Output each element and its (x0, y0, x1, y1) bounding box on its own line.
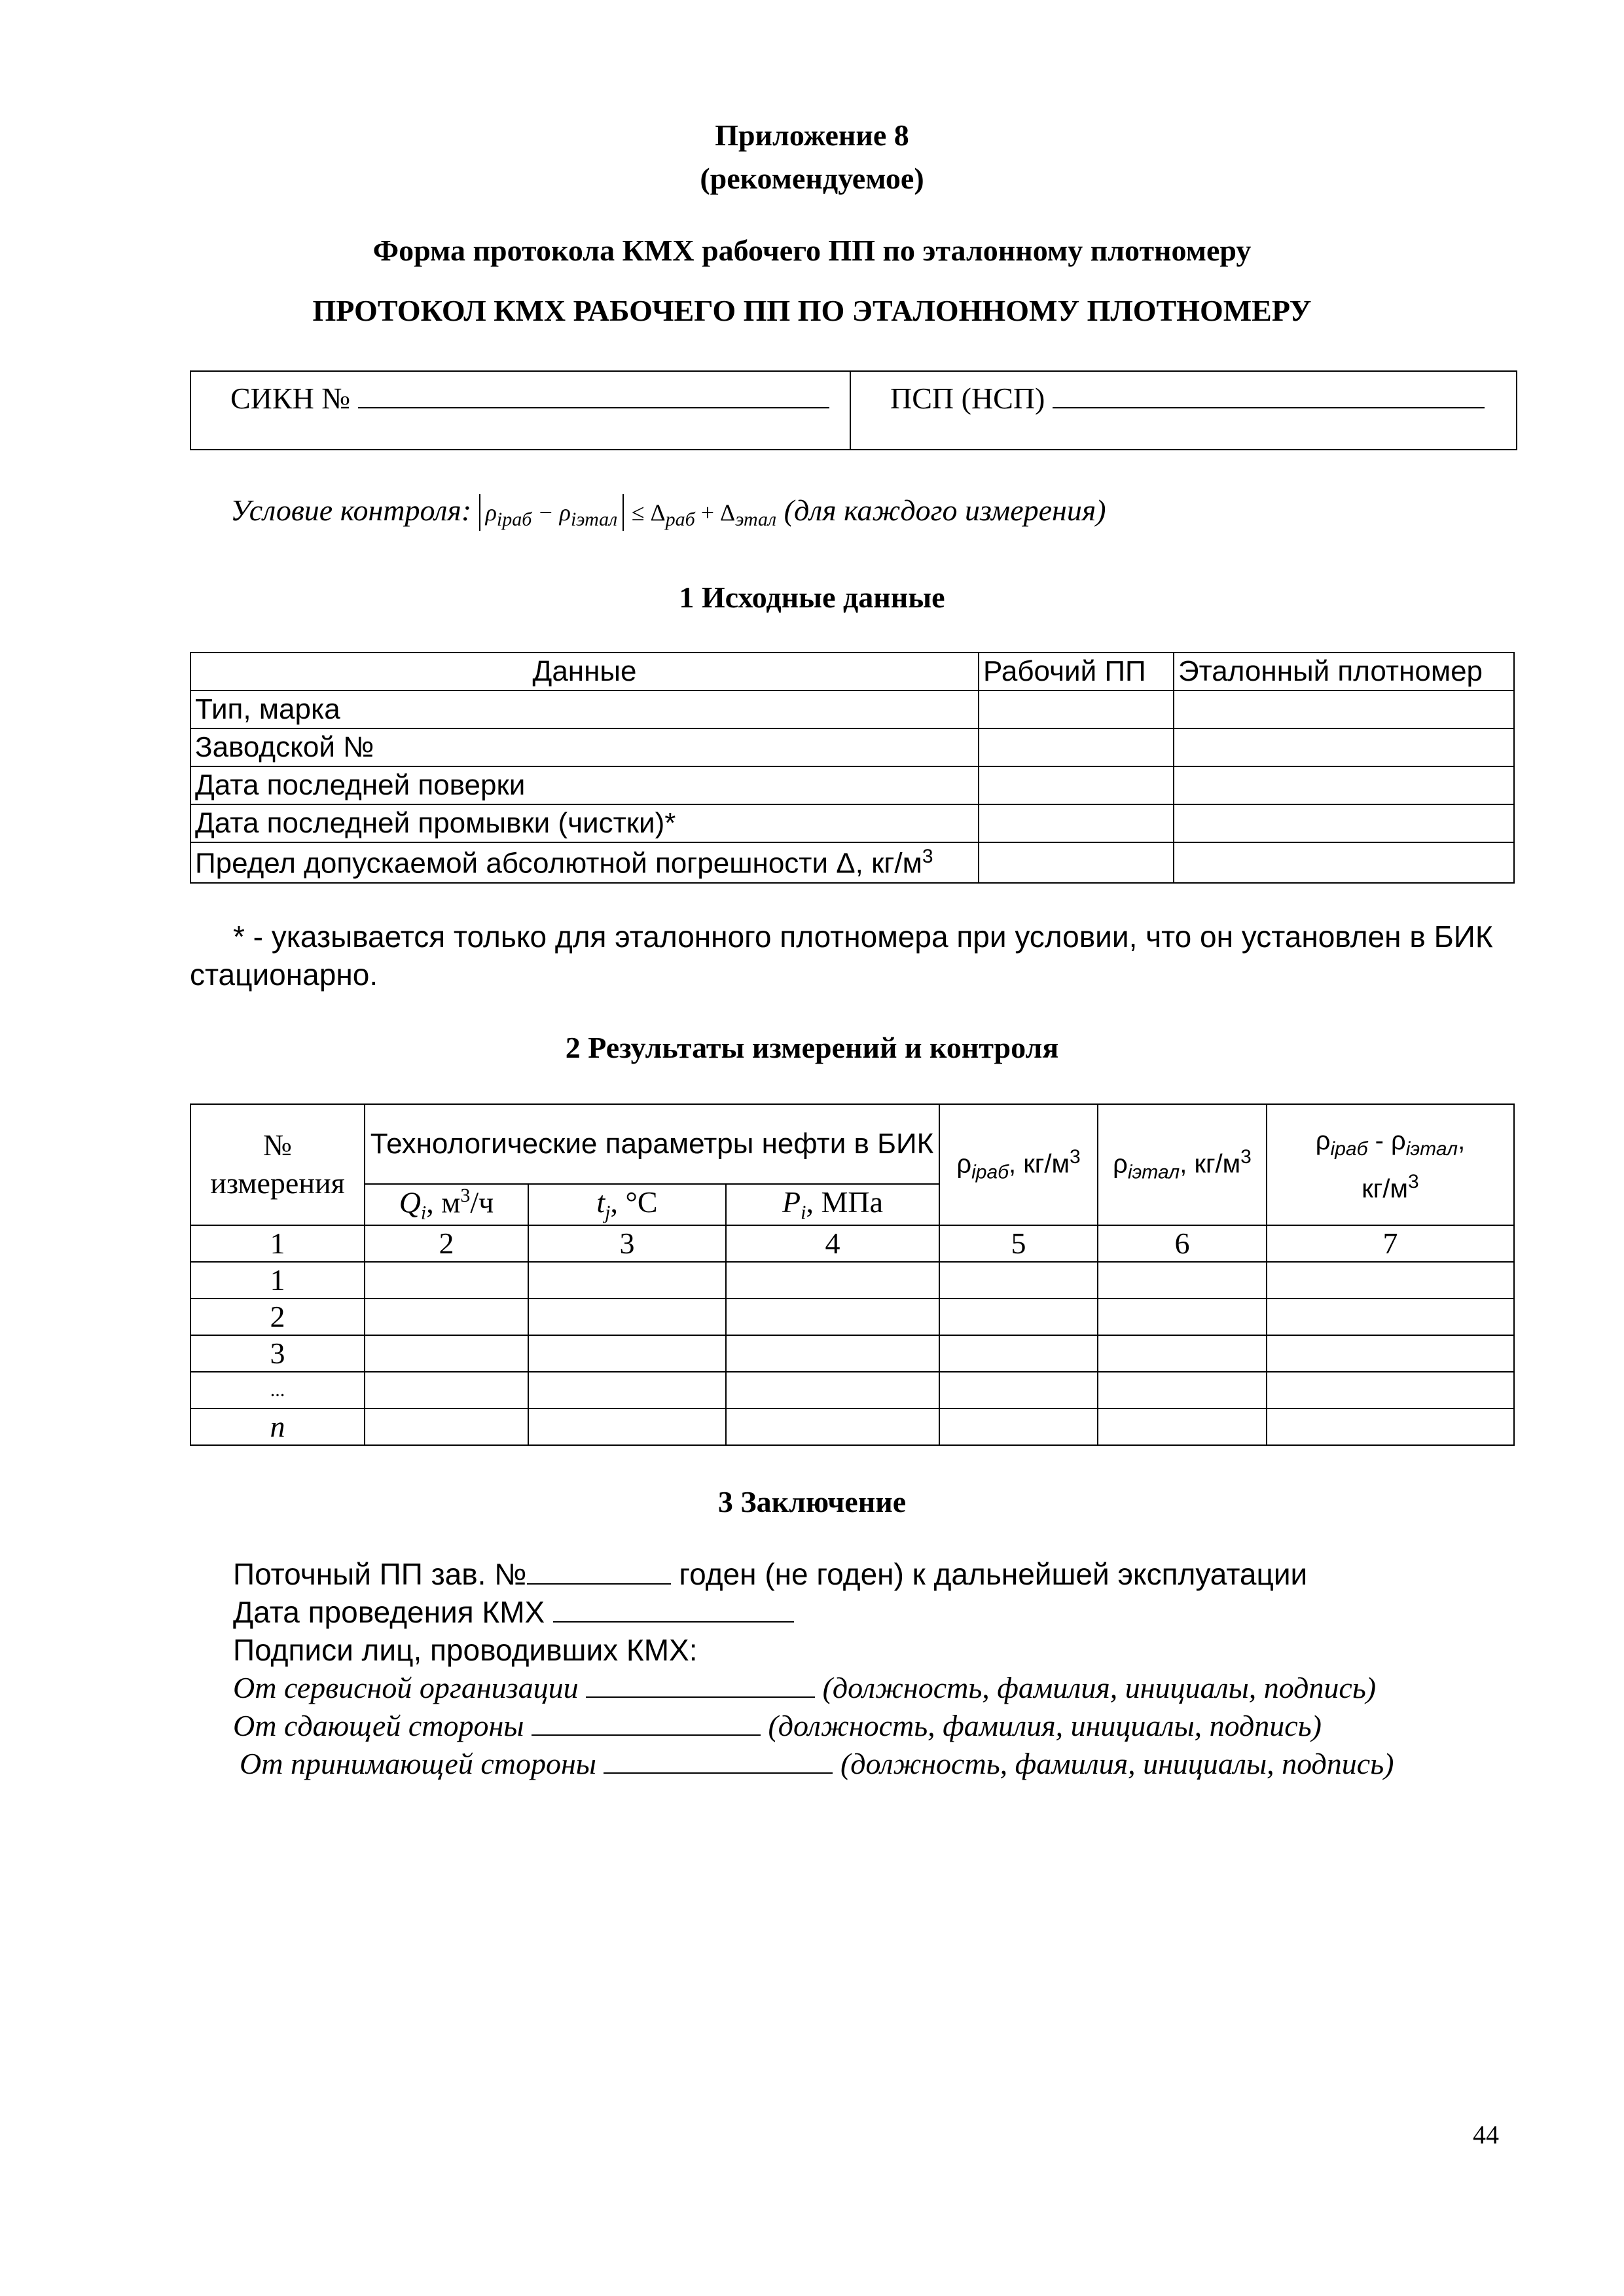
input-cell[interactable] (979, 691, 1174, 728)
col-header-rho-rab: $\rho_{iраб}$, $кг/м^3$ (939, 1104, 1098, 1225)
table-row: 1 (190, 1262, 1514, 1299)
input-cell[interactable] (528, 1372, 726, 1408)
input-cell[interactable] (1174, 691, 1514, 728)
table-row: Заводской № (190, 728, 1514, 766)
footnote-line1: * - указывается только для эталонного плотномера при условии, что он установлен в БИК (233, 920, 1493, 954)
signature-field[interactable] (604, 1746, 833, 1774)
section3-title: 3 Заключение (717, 1485, 907, 1518)
section1-title: 1 Исходные данные (679, 581, 945, 614)
col-header-p: $P_i$, МПа (726, 1184, 939, 1225)
table-row: Тип, марка (190, 691, 1514, 728)
serial-number-field[interactable] (527, 1557, 671, 1585)
col-header-rho-diff: $\rho_{iраб} - \rho_{iэтал}$, $кг/м^3$ (1267, 1104, 1514, 1225)
conclusion-line1: Поточный ПП зав. № годен (не годен) к дальнейшей эксплуатации (233, 1557, 1308, 1591)
input-cell[interactable] (1098, 1408, 1267, 1445)
conclusion-line2: Дата проведения КМХ (233, 1594, 794, 1630)
input-cell[interactable] (939, 1299, 1098, 1335)
table-row: n (190, 1408, 1514, 1445)
signature-field[interactable] (586, 1670, 815, 1698)
table-row: ... (190, 1372, 1514, 1408)
input-cell[interactable] (528, 1408, 726, 1445)
conclusion-line3: Подписи лиц, проводивших КМХ: (233, 1633, 698, 1667)
input-cell[interactable] (1267, 1335, 1514, 1372)
input-cell[interactable] (365, 1299, 528, 1335)
appendix-title: Приложение 8 (715, 118, 909, 152)
col-header-reference: Эталонный плотномер (1174, 653, 1514, 691)
input-cell[interactable] (1098, 1335, 1267, 1372)
input-cell[interactable] (365, 1335, 528, 1372)
control-condition: Условие контроля: $\rho_{iраб} - \rho_{iэтал} \le \Delta_{раб} + \Delta_{этал}$ (для каждого измерения) (230, 493, 1106, 531)
input-cell[interactable] (528, 1335, 726, 1372)
input-cell[interactable] (726, 1372, 939, 1408)
input-cell[interactable] (528, 1299, 726, 1335)
table-row: 3 (190, 1335, 1514, 1372)
table-row: Дата последней поверки (190, 766, 1514, 804)
form-title: Форма протокола КМХ рабочего ПП по эталонному плотномеру (372, 234, 1252, 267)
page-number: 44 (1473, 2120, 1499, 2149)
signature-handing-party: От сдающей стороны (должность, фамилия, инициалы, подпись) (233, 1709, 1322, 1742)
input-cell[interactable] (939, 1335, 1098, 1372)
input-cell[interactable] (726, 1408, 939, 1445)
input-cell[interactable] (1174, 728, 1514, 766)
col-header-working: Рабочий ПП (979, 653, 1174, 691)
table-row: 2 (190, 1299, 1514, 1335)
input-cell[interactable] (528, 1262, 726, 1299)
col-header-data: Данные (190, 653, 979, 691)
input-cell[interactable] (726, 1335, 939, 1372)
input-cell[interactable] (1174, 842, 1514, 883)
table-header-row (190, 653, 1514, 691)
table-header-row (190, 1104, 1514, 1184)
col-header-number: № измерения (190, 1104, 365, 1225)
col-header-t: $t_j$, °C (528, 1184, 726, 1225)
input-cell[interactable] (365, 1262, 528, 1299)
input-cell[interactable] (939, 1408, 1098, 1445)
input-cell[interactable] (979, 766, 1174, 804)
input-cell[interactable] (1098, 1262, 1267, 1299)
footnote-line2: стационарно. (190, 958, 378, 992)
input-cell[interactable] (979, 842, 1174, 883)
input-cell[interactable] (1174, 766, 1514, 804)
input-cell[interactable] (726, 1262, 939, 1299)
input-cell[interactable] (1267, 1408, 1514, 1445)
initial-data-table (190, 652, 1515, 884)
psp-label: ПСП (НСП) (890, 382, 1045, 415)
psp-field[interactable] (1053, 381, 1485, 408)
section2-title: 2 Результаты измерений и контроля (565, 1031, 1059, 1064)
input-cell[interactable] (1267, 1299, 1514, 1335)
col-header-rho-etal: $\rho_{iэтал}$, $кг/м^3$ (1098, 1104, 1267, 1225)
input-cell[interactable] (1098, 1372, 1267, 1408)
input-cell[interactable] (1267, 1372, 1514, 1408)
input-cell[interactable] (1267, 1262, 1514, 1299)
column-number-row: 1 2 3 4 5 6 7 (190, 1225, 1514, 1262)
sikn-field[interactable] (358, 381, 829, 408)
appendix-subtitle: (рекомендуемое) (700, 162, 924, 195)
input-cell[interactable] (365, 1372, 528, 1408)
signature-receiving-party: От принимающей стороны (должность, фамилия, инициалы, подпись) (240, 1747, 1394, 1780)
input-cell[interactable] (1098, 1299, 1267, 1335)
table-row: Предел допускаемой абсолютной погрешности Δ, $кг/м^3$ (190, 842, 1514, 883)
col-header-tech-params: Технологические параметры нефти в БИК (365, 1104, 939, 1184)
sikn-label: СИКН № (230, 382, 351, 415)
input-cell[interactable] (979, 728, 1174, 766)
id-box (190, 370, 1517, 450)
signature-field[interactable] (532, 1708, 761, 1736)
date-field[interactable] (553, 1595, 794, 1623)
results-table (190, 1103, 1515, 1446)
input-cell[interactable] (1174, 804, 1514, 842)
input-cell[interactable] (726, 1299, 939, 1335)
input-cell[interactable] (939, 1372, 1098, 1408)
table-row: Дата последней промывки (чистки)* (190, 804, 1514, 842)
input-cell[interactable] (939, 1262, 1098, 1299)
input-cell[interactable] (979, 804, 1174, 842)
input-cell[interactable] (365, 1408, 528, 1445)
signature-service: От сервисной организации (должность, фамилия, инициалы, подпись) (233, 1671, 1377, 1704)
protocol-title: ПРОТОКОЛ КМХ РАБОЧЕГО ПП ПО ЭТАЛОННОМУ ПЛОТНОМЕРУ (312, 294, 1312, 327)
condition-formula: $\rho_{iраб} - \rho_{iэтал}$ (479, 494, 624, 531)
col-header-q: $Q_i$, $м^3/ч$ (365, 1184, 528, 1225)
